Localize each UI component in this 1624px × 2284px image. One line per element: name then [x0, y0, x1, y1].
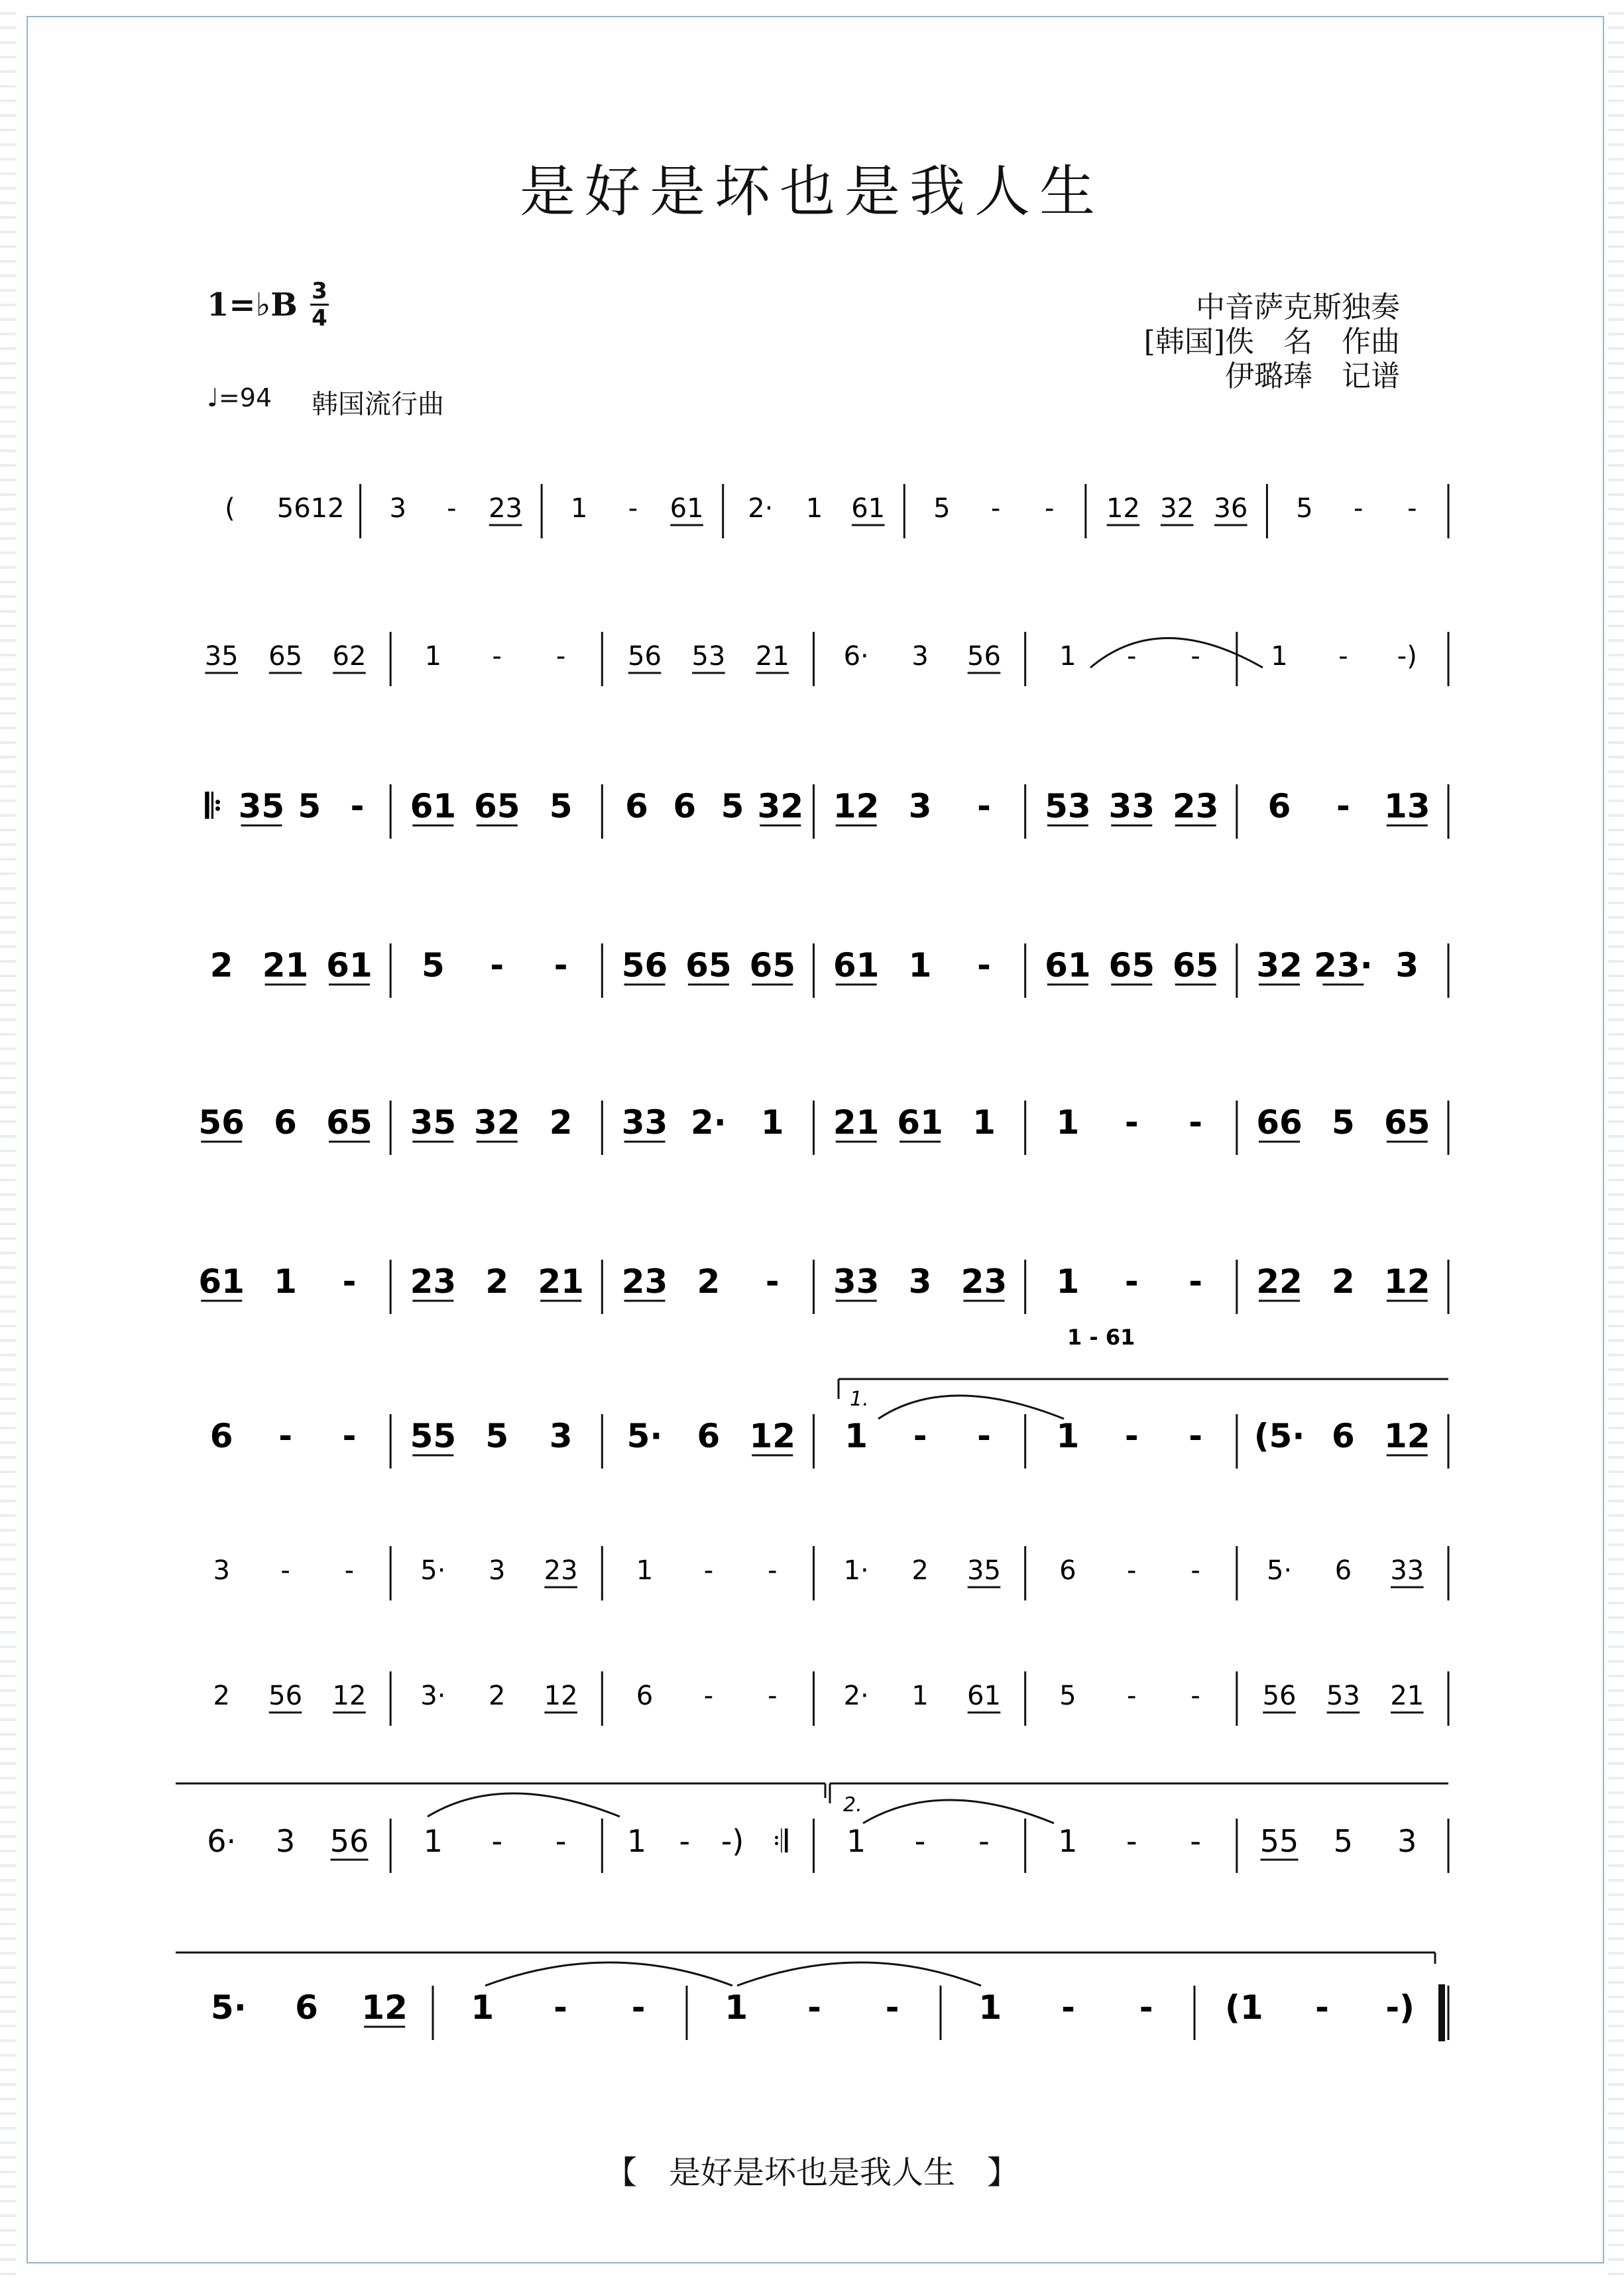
note-group: 56 — [967, 641, 1001, 672]
note-group: 12 — [1106, 493, 1140, 524]
page-title: 是好是坏也是我人生 — [519, 159, 1104, 224]
note-group: 35 — [410, 1103, 457, 1142]
note-group: 5· — [626, 1417, 663, 1455]
note-group: 12 — [544, 1681, 578, 1711]
note-group: 12 — [833, 787, 880, 825]
note-group: 3 — [1395, 946, 1419, 985]
note-group: 𝄇 — [773, 1823, 788, 1859]
note-group: 1 — [978, 1988, 1002, 2027]
time-signature-top: 3 — [312, 278, 327, 304]
note-dash: - — [447, 493, 457, 524]
note-group: 1 — [636, 1555, 654, 1586]
note-group: 5· — [210, 1988, 247, 2027]
note-group: 1 — [1056, 1417, 1080, 1455]
note-group: 1 — [911, 1681, 929, 1711]
note-group: 56 — [628, 641, 662, 672]
note-group: 6· — [207, 1823, 237, 1859]
note-group: 2 — [697, 1262, 721, 1301]
note-group: 61 — [851, 493, 886, 524]
note-group: 13 — [1384, 787, 1430, 825]
note-dash: - — [1126, 1823, 1137, 1859]
score-decorations — [176, 638, 1448, 1986]
credit-line: [韩国]佚 名 作曲 — [1143, 325, 1400, 359]
note-dash: - — [913, 1417, 927, 1455]
note-group: 2 — [213, 1681, 230, 1711]
note-dash: - — [977, 1417, 991, 1455]
note-group: 5 — [485, 1417, 509, 1455]
note-group: 1 — [1059, 641, 1076, 672]
note-group: 12 — [1384, 1262, 1430, 1301]
note-group: 55 — [410, 1417, 457, 1455]
note-group: 3 — [489, 1555, 506, 1586]
note-group: 2 — [485, 1262, 509, 1301]
note-group: 1 — [1056, 1262, 1080, 1301]
note-group: 5612 — [276, 493, 345, 524]
note-group: 3 — [549, 1417, 573, 1455]
note-group: 1 — [805, 493, 823, 524]
note-group: 6 — [625, 787, 648, 825]
note-group: 21 — [262, 946, 309, 985]
note-group: 61 — [833, 946, 880, 985]
note-dash: - — [280, 1555, 290, 1586]
note-group: 33 — [621, 1103, 668, 1142]
note-group: 𝄆 — [205, 787, 222, 825]
note-dash: - — [1353, 493, 1363, 524]
note-group: 1· — [843, 1555, 869, 1586]
note-dash: - — [679, 1823, 691, 1859]
score-systems — [198, 484, 1448, 2041]
note-group: 35 — [967, 1555, 1001, 1586]
note-group: 12 — [1384, 1417, 1430, 1455]
note-group: 1 — [423, 1823, 443, 1859]
note-group: 53 — [1045, 787, 1091, 825]
note-dash: - — [342, 1262, 357, 1301]
note-group: 6· — [843, 641, 869, 672]
tempo-marking: ♩=94 — [207, 383, 272, 412]
note-group: 5 — [298, 787, 321, 825]
note-group: 21 — [833, 1103, 880, 1142]
note-group: 22 — [1256, 1262, 1303, 1301]
note-dash: - — [278, 1417, 292, 1455]
note-group: 56 — [198, 1103, 245, 1142]
note-group: 32 — [757, 787, 804, 825]
note-group: 2· — [748, 493, 774, 524]
tie-arc — [428, 1793, 620, 1817]
note-group: 6 — [1332, 1417, 1355, 1455]
note-group: 3· — [420, 1681, 446, 1711]
note-group: 1 — [844, 1417, 868, 1455]
note-group: 32 — [1256, 946, 1303, 985]
note-group: 6 — [1059, 1555, 1076, 1586]
note-group: 3 — [908, 787, 932, 825]
note-group: 3 — [275, 1823, 296, 1859]
note-group: (5· — [1253, 1417, 1305, 1455]
note-dash: - — [1189, 1417, 1203, 1455]
volta-label: 2. — [843, 1793, 862, 1817]
note-group: 65 — [473, 787, 520, 825]
note-group: 36 — [1214, 493, 1248, 524]
note-dash: - — [342, 1417, 357, 1455]
note-group: 61 — [326, 946, 373, 985]
note-group: 1 — [424, 641, 442, 672]
note-dash: - — [765, 1262, 780, 1301]
note-group: 5· — [420, 1555, 446, 1586]
tie-arc — [737, 1962, 981, 1986]
note-group: 65 — [749, 946, 796, 985]
footer-title: 【 是好是坏也是我人生 】 — [605, 2154, 1019, 2191]
note-group: 1 — [846, 1823, 866, 1859]
note-dash: - — [1190, 1555, 1200, 1586]
note-group: 53 — [691, 641, 726, 672]
note-dash: - — [553, 1988, 567, 2027]
note-group: 5 — [1296, 493, 1313, 524]
note-group: 5 — [933, 493, 951, 524]
note-group: 65 — [1172, 946, 1219, 985]
note-group: 56 — [329, 1823, 369, 1859]
note-dash: - — [990, 493, 1001, 524]
note-group: 1 — [274, 1262, 297, 1301]
note-group: 53 — [1326, 1681, 1360, 1711]
note-dash: - — [553, 946, 568, 985]
note-group: 21 — [538, 1262, 584, 1301]
note-group: 1 — [725, 1988, 748, 2027]
note-group: 3 — [908, 1262, 932, 1301]
note-dash: - — [978, 1823, 990, 1859]
note-group: 65 — [326, 1103, 373, 1142]
note-group: 2 — [549, 1103, 573, 1142]
note-group: 12 — [749, 1417, 796, 1455]
note-group: 6 — [1267, 787, 1291, 825]
note-dash: - — [344, 1555, 355, 1586]
tie-arc — [485, 1962, 732, 1986]
note-group: 1 — [1058, 1823, 1078, 1859]
note-dash: - — [1189, 1103, 1203, 1142]
note-dash: - — [1045, 493, 1055, 524]
note-group: 23 — [410, 1262, 457, 1301]
credit-line: 伊璐琫 记谱 — [1225, 359, 1400, 393]
note-dash: -) — [1397, 641, 1417, 672]
note-dash: - — [350, 787, 365, 825]
note-group: 5 — [721, 787, 744, 825]
note-group: 35 — [238, 787, 285, 825]
note-group: 1 — [471, 1988, 494, 2027]
note-dash: -) — [721, 1823, 744, 1859]
note-group: 61 — [897, 1103, 943, 1142]
note-group: 1 — [972, 1103, 996, 1142]
note-group: 61 — [1045, 946, 1091, 985]
note-group: 61 — [967, 1681, 1001, 1711]
note-group: 1 — [626, 1823, 647, 1859]
note-dash: - — [1127, 1555, 1137, 1586]
time-signature-bottom: 4 — [312, 305, 327, 331]
note-group: 2 — [1332, 1262, 1355, 1301]
note-group: 1 — [1056, 1103, 1080, 1142]
note-group: 1 — [760, 1103, 784, 1142]
note-group: 6 — [1334, 1555, 1352, 1586]
note-dash: - — [555, 1823, 567, 1859]
note-group: 56 — [268, 1681, 303, 1711]
note-group: ( — [225, 493, 235, 524]
note-group: 1 — [1271, 641, 1288, 672]
note-dash: - — [768, 1555, 778, 1586]
note-group: 56 — [621, 946, 668, 985]
note-group: 33 — [1108, 787, 1155, 825]
note-dash: - — [977, 787, 991, 825]
note-group: 2· — [691, 1103, 726, 1142]
note-group: 61 — [198, 1262, 245, 1301]
alternate-line: 1 - 61 — [1067, 1325, 1135, 1350]
note-group: 1 — [908, 946, 932, 985]
note-dash: - — [977, 946, 991, 985]
note-group: 2 — [911, 1555, 929, 1586]
note-group: 3 — [1397, 1823, 1417, 1859]
note-group: 6 — [274, 1103, 297, 1142]
note-group: 6 — [295, 1988, 318, 2027]
note-group: 61 — [410, 787, 457, 825]
note-dash: - — [914, 1823, 926, 1859]
note-dash: - — [1336, 787, 1350, 825]
note-group: 1 — [571, 493, 588, 524]
note-dash: - — [1190, 1823, 1201, 1859]
note-group: 12 — [332, 1681, 367, 1711]
note-group: 23 — [621, 1262, 668, 1301]
note-group: 5· — [1266, 1555, 1293, 1586]
note-group: 23 — [489, 493, 523, 524]
note-dash: - — [1124, 1103, 1139, 1142]
volta-label: 1. — [850, 1388, 869, 1411]
note-group: 55 — [1259, 1823, 1299, 1859]
style-label: 韩国流行曲 — [312, 389, 444, 420]
note-dash: - — [1127, 1681, 1137, 1711]
note-group: 65 — [1384, 1103, 1430, 1142]
note-group: 65 — [685, 946, 732, 985]
note-dash: - — [490, 946, 504, 985]
note-group: 33 — [1390, 1555, 1424, 1586]
note-group: 5 — [1059, 1681, 1076, 1711]
note-group: 23 — [960, 1262, 1008, 1301]
note-dash: -) — [1385, 1988, 1415, 2027]
note-group: 6 — [636, 1681, 654, 1711]
note-group: 12 — [361, 1988, 408, 2027]
note-group: 6 — [209, 1417, 233, 1455]
note-dash: - — [1139, 1988, 1153, 2027]
note-dash: - — [885, 1988, 899, 2027]
note-dash: - — [1189, 1262, 1203, 1301]
key-signature: 1=♭B — [207, 286, 298, 324]
note-group: 23 — [544, 1555, 578, 1586]
note-group: 66 — [1256, 1103, 1303, 1142]
note-group: 65 — [1108, 946, 1155, 985]
note-dash: - — [555, 641, 566, 672]
note-group: 2 — [489, 1681, 506, 1711]
note-dash: - — [1338, 641, 1348, 672]
note-group: 5 — [1333, 1823, 1354, 1859]
tie-arc — [878, 1396, 1064, 1419]
note-dash: - — [1127, 641, 1137, 672]
note-group: 23· — [1314, 946, 1373, 985]
note-group: 32 — [473, 1103, 520, 1142]
credit-line: 中音萨克斯独奏 — [1196, 290, 1400, 324]
note-dash: - — [631, 1988, 646, 2027]
note-group: 65 — [268, 641, 303, 672]
note-group: 23 — [1172, 787, 1219, 825]
note-dash: - — [1061, 1988, 1075, 2027]
note-dash: - — [1124, 1262, 1139, 1301]
note-group: 5 — [421, 946, 445, 985]
note-group: 2 — [209, 946, 233, 985]
note-group: 21 — [1390, 1681, 1424, 1711]
note-dash: - — [628, 493, 638, 524]
note-dash: - — [768, 1681, 778, 1711]
note-group: 3 — [389, 493, 406, 524]
note-group: 56 — [1262, 1681, 1297, 1711]
note-dash: - — [1315, 1988, 1329, 2027]
note-dash: - — [492, 641, 502, 672]
note-group: 3 — [911, 641, 929, 672]
note-group: 2· — [843, 1681, 869, 1711]
note-group: 5 — [549, 787, 573, 825]
note-group: (1 — [1225, 1988, 1263, 2027]
note-group: 5 — [1332, 1103, 1355, 1142]
note-group: 33 — [833, 1262, 880, 1301]
note-group: 62 — [332, 641, 367, 672]
note-group: 6 — [673, 787, 697, 825]
note-group: 3 — [213, 1555, 230, 1586]
note-group: 6 — [697, 1417, 721, 1455]
note-group: 21 — [755, 641, 789, 672]
note-dash: - — [491, 1823, 503, 1859]
note-dash: - — [703, 1555, 714, 1586]
note-dash: - — [807, 1988, 821, 2027]
note-group: 35 — [204, 641, 239, 672]
note-dash: - — [1124, 1417, 1139, 1455]
note-dash: - — [1190, 641, 1200, 672]
note-dash: - — [1407, 493, 1417, 524]
note-dash: - — [703, 1681, 714, 1711]
note-dash: - — [1190, 1681, 1200, 1711]
note-group: 32 — [1160, 493, 1194, 524]
note-group: 61 — [669, 493, 704, 524]
